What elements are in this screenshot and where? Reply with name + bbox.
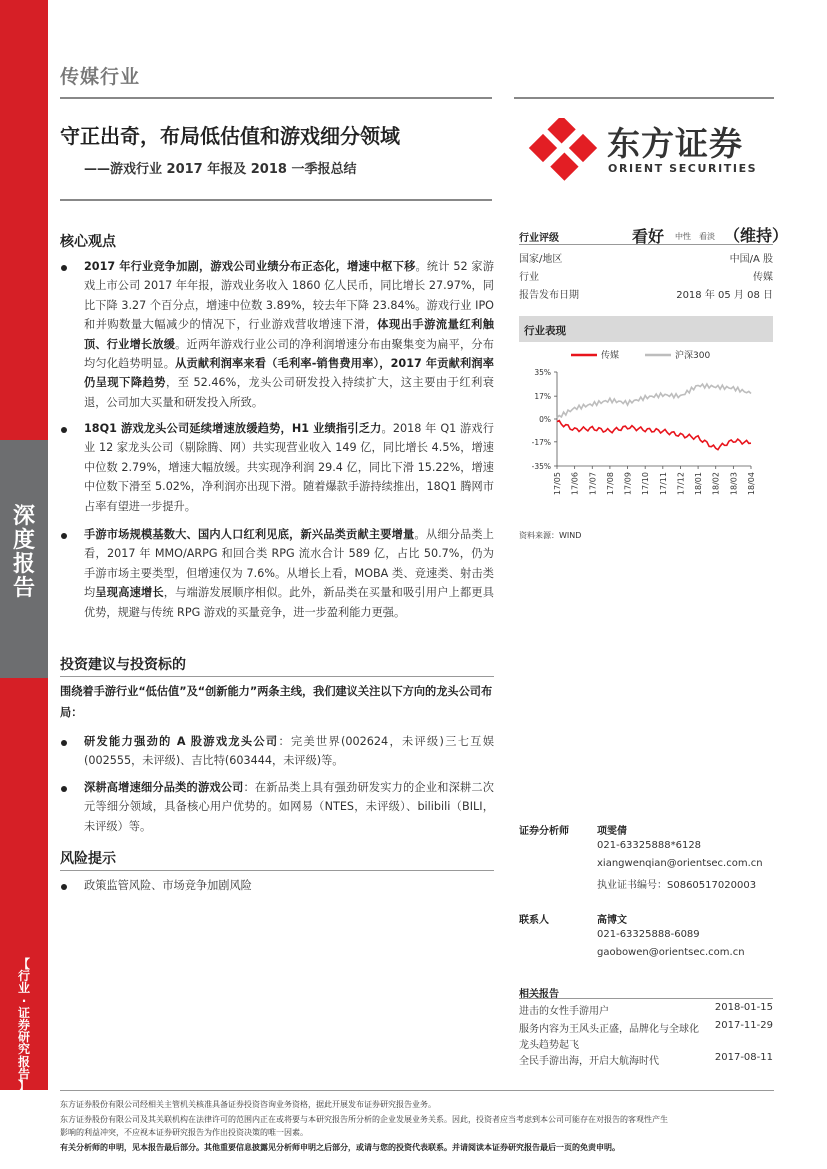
info-region-value: 中国/A 股 [729,254,773,265]
info-date-label: 报告发布日期 [519,290,579,301]
info-date-value: 2018 年 05 月 08 日 [676,290,773,301]
y-tick-label: -17% [531,437,551,447]
report-type-label: 深 度 报 告 [12,504,35,601]
risk-item: 政策监管风险、市场竞争加剧风险 [84,879,252,892]
y-tick-label: 17% [534,392,551,402]
bullet-dot [61,265,67,271]
section-divider [60,676,494,677]
related-reports-heading: 相关报告 [519,989,559,1000]
rating-value: 看好 [632,227,665,246]
investment-lead: 围绕着手游行业“低估值”及“创新能力”两条主线，我们建议关注以下方向的龙头公司布局： [60,685,493,719]
info-region-label: 国家/地区 [519,254,563,265]
x-tick-label: 17/10 [641,472,651,496]
footer-disclaimer: 有关分析师的申明，见本报告最后部分。其他重要信息披露见分析师申明之后部分，或请与您的投资代表联系。并请阅读本证券研究报告最后一页的免责申明。 [60,1143,620,1152]
core-point-3: 手游市场规模基数大、国内人口红利见底，新兴品类贡献主要增量。从细分品类上看，2017 年 MMO/ARPG 和回合类 RPG 流水合计 589 亿，占比 50.7%，仍为手游市场主要类型，但增速仅为 7.6%。从增长上看，MOBA 类、竞速类、射击类均呈现高速增长，与端游发展顺序相似。此外，新品类在买量和吸引用户上都更具优势，规避与传统 RPG 游戏的买量竞争，进一步盈利能力更强。 [84,528,494,619]
bullet-dot [61,533,67,539]
report-subtitle: ——游戏行业 2017 年报及 2018 一季报总结 [84,162,357,177]
investment-point-2: 深耕高增速细分品类的游戏公司：在新品类上具有强劲研发实力的企业和深耕二次元等细分领域，具备核心用户优势的。如网易（NTES，未评级）、bilibili（BILI，未评级）等。 [84,781,494,833]
related-report-title[interactable]: 全民手游出海，开启大航海时代 [519,1056,659,1067]
related-divider [519,998,773,999]
legend-label: 传媒 [601,351,620,361]
logo-english-name: ORIENT SECURITIES [608,162,758,175]
industry-performance-chart [519,344,773,524]
x-tick-label: 17/06 [570,472,580,496]
series-line-media [557,421,751,450]
related-report-title-cont[interactable]: 龙头趋势起飞 [519,1040,579,1051]
legend-label: 沪深300 [675,351,711,361]
x-tick-label: 17/07 [588,472,598,496]
analyst-phone: 021-63325888*6128 [597,840,702,851]
header-divider [60,97,492,99]
y-tick-label: 35% [534,368,551,377]
contact-name: 高博文 [597,915,627,926]
core-views-heading: 核心观点 [60,234,116,250]
footer-line-3: 影响的利益冲突，不应视本证券研究报告为作出投资决策的唯一因素。 [60,1128,308,1137]
series-line-csi300 [557,384,751,418]
related-report-date: 2017-08-11 [714,1052,773,1063]
x-tick-label: 18/04 [747,472,756,496]
bullet-dot [61,884,67,890]
rating-neutral: 中性 [675,232,691,241]
section-divider [60,870,494,871]
analyst-name: 项雯倩 [597,826,627,837]
rating-bearish: 看淡 [699,232,715,241]
rating-divider [519,244,773,245]
related-report-date: 2017-11-29 [714,1020,773,1031]
bullet-dot [61,740,67,746]
footer-divider [60,1090,774,1091]
contact-phone: 021-63325888-6089 [597,929,700,940]
core-point-1: 2017 年行业竞争加剧，游戏公司业绩分布正态化，增速中枢下移。统计 52 家游戏上市公司 2017 年年报，游戏业务收入 1860 亿人民币，同比增长 27.97%，同比下降 3.27 个百分点，增速中位数 3.89%，较去年下降 23.84%。游戏行业 IPO 和并购数量大幅减少的情况下，行业游戏营收增速下滑，体现出手游流量红利触顶、行业增长放缓。近两年游戏行业公司的净利润增速分布由聚集变为扁平，分布均匀化趋势明显。从贡献利润率来看（毛利率-销售费用率），2017 年贡献利润率仍呈现下降趋势，至 52.46%，龙头公司研发投入持续扩大，这主要由于红利衰退，公司加大买量和研发投入所致。 [84,260,494,409]
bullet-dot [61,427,67,433]
analyst-email[interactable]: xiangwenqian@orientsec.com.cn [597,858,763,869]
title-divider [60,199,492,201]
x-tick-label: 18/02 [711,472,721,496]
rating-maintain: （维持） [724,226,789,245]
performance-heading: 行业表现 [519,316,773,342]
industry-label: 传媒行业 [60,66,141,88]
footer-line-1: 东方证券股份有限公司经相关主管机关核准具备证券投资咨询业务资格，据此开展发布证券研究报告业务。 [60,1100,436,1109]
x-tick-label: 17/05 [553,472,562,496]
related-report-title[interactable]: 进击的女性手游用户 [519,1006,609,1017]
investment-point-1: 研发能力强劲的 A 股游戏龙头公司：完美世界(002624，未评级)三七互娱(002555，未评级)、吉比特(603444，未评级)等。 [84,735,495,768]
bullet-dot [61,786,67,792]
info-industry-value: 传媒 [753,272,773,283]
y-tick-label: -35% [531,462,551,471]
analyst-label: 证券分析师 [519,826,569,837]
report-series-label: 【 行 业 · 证 券 研 究 报 告 】 [17,957,30,1094]
report-title: 守正出奇，布局低估值和游戏细分领域 [60,124,400,148]
chart-source: 资料来源：WIND [519,531,582,540]
x-tick-label: 17/09 [623,472,633,496]
x-tick-label: 17/12 [676,472,686,496]
x-tick-label: 18/03 [729,472,739,496]
header-divider-right [514,97,774,99]
info-industry-label: 行业 [519,272,539,283]
left-side-band [0,0,48,1094]
x-tick-label: 17/11 [658,472,668,496]
logo-chinese-name: 东方证券 [607,124,743,163]
x-tick-label: 18/01 [694,472,704,496]
contact-label: 联系人 [519,915,549,926]
footer-line-2: 东方证券股份有限公司及其关联机构在法律许可的范围内正在或将要与本研究报告所分析的企业发展业务关系。因此，投资者应当考虑到本公司可能存在对报告的客观性产生 [60,1115,668,1124]
related-report-title[interactable]: 服务内容为王风头正盛，品牌化与全球化 [519,1024,699,1035]
y-tick-label: 0% [539,415,551,424]
contact-email[interactable]: gaobowen@orientsec.com.cn [597,947,745,958]
core-point-2: 18Q1 游戏龙头公司延续增速放缓趋势，H1 业绩指引乏力。2018 年 Q1 游戏行业 12 家龙头公司（剔除腾、网）共实现营业收入 149 亿，同比增长 4.5%，增速中位数 2.79%，增速大幅放缓。共实现净利润 29.4 亿，同比下滑 15.22%，增速中位数下滑至 5.02%，净利润亦出现下滑。随着爆款手游持续推出，18Q1 腾网市占率有望进一步提升。 [84,422,494,513]
x-tick-label: 17/08 [605,472,615,496]
rating-label: 行业评级 [519,233,559,244]
risk-heading: 风险提示 [60,851,116,867]
investment-heading: 投资建议与投资标的 [60,657,186,673]
analyst-certificate: 执业证书编号：S0860517020003 [597,880,757,891]
related-report-date: 2018-01-15 [714,1002,773,1013]
